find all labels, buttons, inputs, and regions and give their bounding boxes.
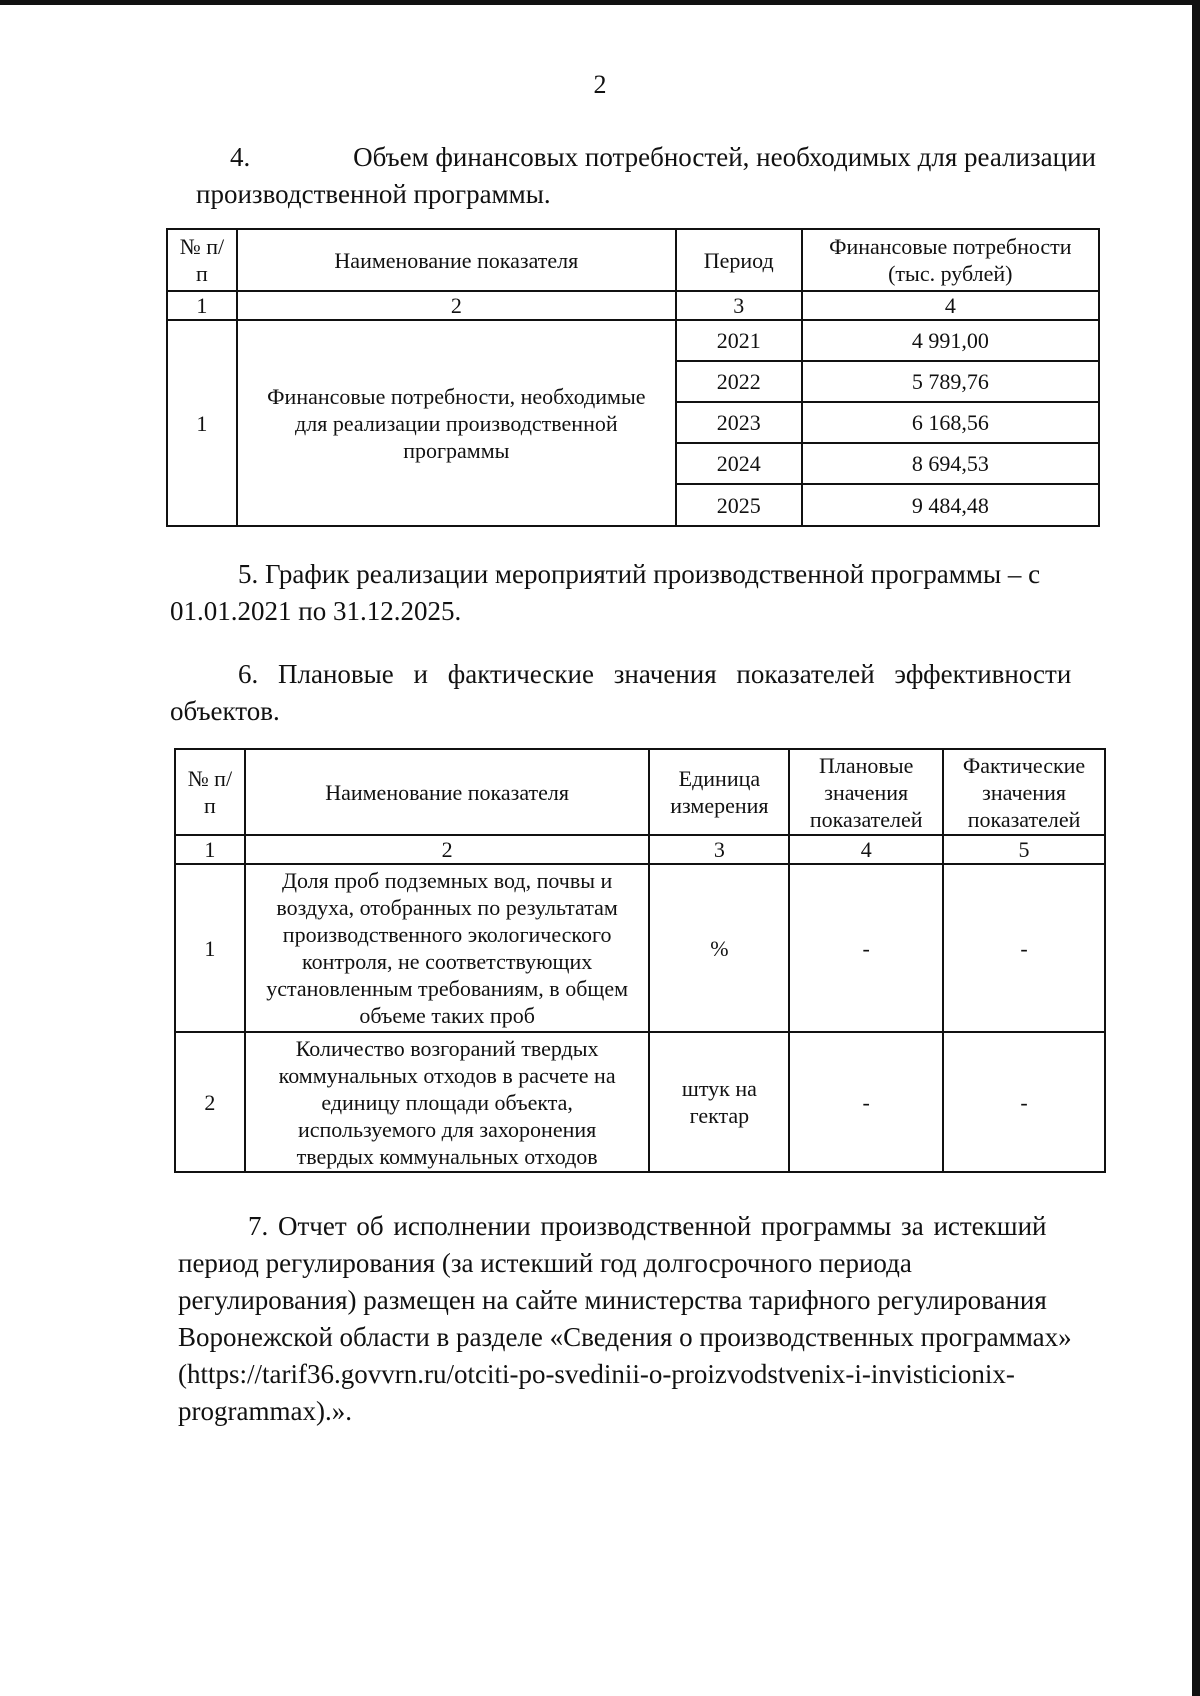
row-unit: % [649,864,789,1032]
header-plan: Плановые значения показателей [789,749,943,835]
table-index-row [175,835,1105,864]
section-6-line1: 6. Плановые и фактические значения показателей эффективности [238,659,1072,689]
table-row [175,1032,1105,1172]
row-num: 1 [175,864,245,1032]
period-cell: 2024 [676,443,802,484]
section-7-line1: 7. Отчет об исполнении производственной программы за истекший [248,1211,1047,1241]
section-7-paragraph [178,1208,1110,1430]
table-header-row [167,229,1099,291]
row-plan: - [789,1032,943,1172]
row-name: Финансовые потребности, необходимые для реализации производственной программы [237,320,676,526]
index-cell: 4 [802,291,1099,320]
index-cell: 1 [175,835,245,864]
header-fact: Фактические значения показателей [943,749,1105,835]
value-cell: 9 484,48 [802,484,1099,526]
scan-edge-top [0,0,1200,5]
section-6-paragraph [170,656,1102,730]
row-unit: штук на гектар [649,1032,789,1172]
section-7-line5: (https://tarif36.govvrn.ru/otciti-po-svedinii-o-proizvodstvenix-i-invisticionix- [178,1359,1015,1389]
table-index-row [167,291,1099,320]
index-cell: 4 [789,835,943,864]
page-number: 2 [593,70,607,99]
value-cell: 8 694,53 [802,443,1099,484]
value-cell: 4 991,00 [802,320,1099,361]
section-5-paragraph [170,556,1090,630]
header-name: Наименование показателя [237,229,676,291]
period-cell: 2022 [676,361,802,402]
row-fact: - [943,1032,1105,1172]
index-cell: 3 [676,291,802,320]
period-cell: 2025 [676,484,802,526]
header-fin: Финансовые потребности (тыс. рублей) [802,229,1099,291]
header-period: Период [676,229,802,291]
section-6-line2: объектов. [170,696,280,726]
header-unit: Единица измерения [649,749,789,835]
section-7-line4: Воронежской области в разделе «Сведения о производственных программах» [178,1322,1072,1352]
scan-edge-right [1192,0,1200,1696]
table-row [175,864,1105,1032]
row-name: Количество возгораний твердых коммунальных отходов в расчете на единицу площади объекта, используемого для захоронения твердых коммунальных отходов [245,1032,650,1172]
section-4-number: 4. [230,142,251,172]
section-5-line2: 01.01.2021 по 31.12.2025. [170,596,462,626]
index-cell: 2 [237,291,676,320]
efficiency-indicators-table [174,748,1106,1173]
header-num: № п/п [167,229,237,291]
row-fact: - [943,864,1105,1032]
table-header-row [175,749,1105,835]
table-row [167,320,1099,361]
period-cell: 2023 [676,402,802,443]
index-cell: 5 [943,835,1105,864]
section-4-heading [196,139,1096,213]
financial-needs-table [166,228,1100,527]
index-cell: 2 [245,835,650,864]
index-cell: 1 [167,291,237,320]
row-num: 1 [167,320,237,526]
section-4-line2: производственной программы. [196,179,551,209]
row-plan: - [789,864,943,1032]
value-cell: 5 789,76 [802,361,1099,402]
row-name: Доля проб подземных вод, почвы и воздуха, отобранных по результатам производственного экологического контроля, не соответствующих установленным требованиям, в общем объеме таких проб [245,864,650,1032]
section-7-line6: programmax).». [178,1396,352,1426]
section-7-line2: период регулирования (за истекший год долгосрочного периода [178,1248,912,1278]
header-num: № п/п [175,749,245,835]
value-cell: 6 168,56 [802,402,1099,443]
header-name: Наименование показателя [245,749,650,835]
period-cell: 2021 [676,320,802,361]
row-num: 2 [175,1032,245,1172]
section-7-line3: регулирования) размещен на сайте министерства тарифного регулирования [178,1285,1047,1315]
section-5-line1: 5. График реализации мероприятий производственной программы – с [238,559,1041,589]
index-cell: 3 [649,835,789,864]
section-4-line1: Объем финансовых потребностей, необходимых для реализации [353,142,1096,172]
